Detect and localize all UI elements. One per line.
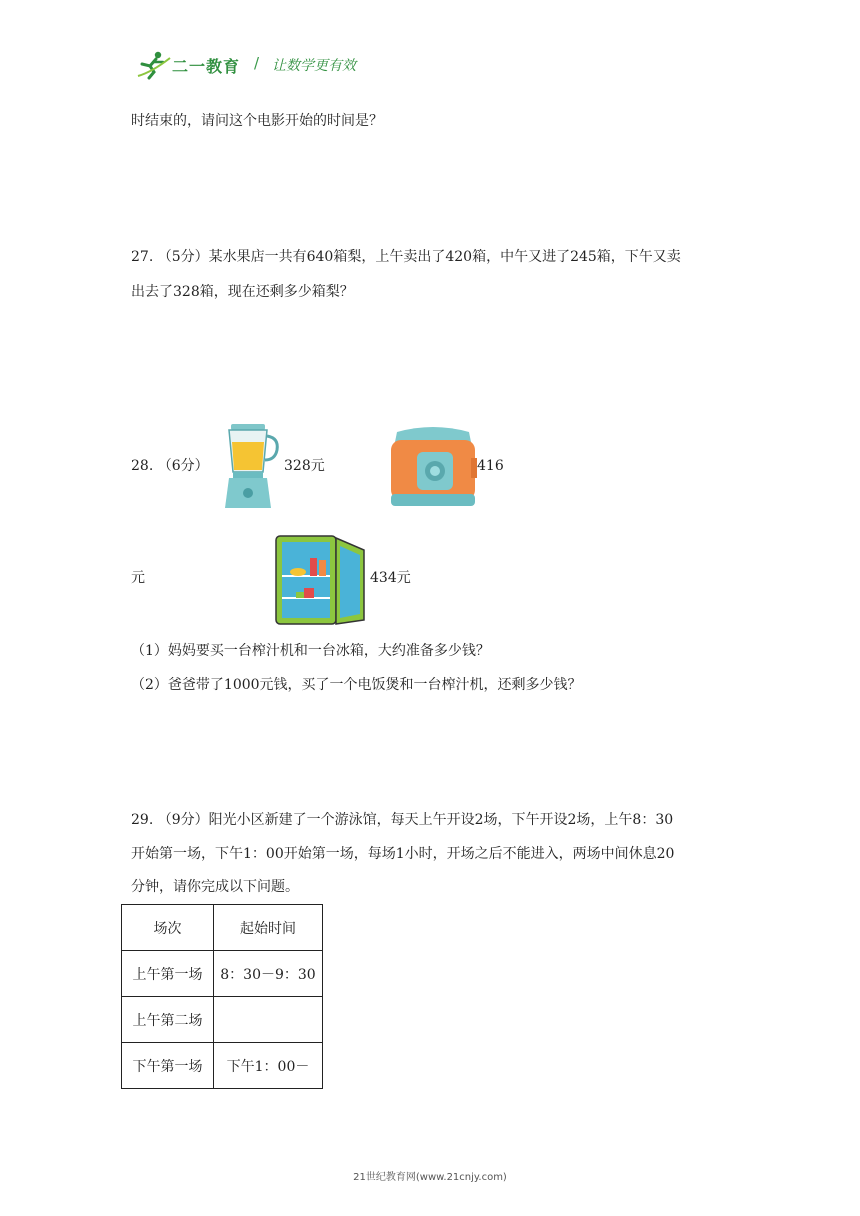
table-cell: 下午1：00－ <box>214 1043 323 1089</box>
table-cell: 下午第一场 <box>122 1043 214 1089</box>
question-28-prefix: 28. （6分） <box>131 458 209 474</box>
logo-divider: / <box>254 54 260 72</box>
question-26-tail: 时结束的，请问这个电影开始的时间是？ <box>131 113 383 129</box>
question-29-line-3: 分钟，请你完成以下问题。 <box>131 879 299 895</box>
rice-cooker-image <box>387 426 479 510</box>
table-cell: 8：30－9：30 <box>214 951 323 997</box>
table-cell-answer-blank <box>214 997 323 1043</box>
rice-cooker-price: 416 <box>477 458 504 474</box>
juicer-image <box>219 420 283 512</box>
table-header-row <box>122 905 323 951</box>
schedule-table <box>121 904 323 1089</box>
question-29-line-2: 开始第一场，下午1：00开始第一场，每场1小时，开场之后不能进入，两场中间休息20 <box>131 846 675 862</box>
table-header-time: 起始时间 <box>214 905 323 951</box>
runner-logo-icon <box>136 50 172 80</box>
question-28-sub-1: （1）妈妈要买一台榨汁机和一台冰箱，大约准备多少钱？ <box>131 643 490 659</box>
table-cell: 上午第一场 <box>122 951 214 997</box>
question-27-line-2: 出去了328箱，现在还剩多少箱梨？ <box>131 284 354 300</box>
table-row <box>122 1043 323 1089</box>
refrigerator-image <box>272 528 370 628</box>
juicer-price: 328元 <box>284 458 325 474</box>
brand-name: 二一教育 <box>172 57 241 76</box>
brand-slogan: 让数学更有效 <box>272 58 356 74</box>
table-row <box>122 997 323 1043</box>
table-row <box>122 951 323 997</box>
table-header-session: 场次 <box>122 905 214 951</box>
question-28-sub-2: （2）爸爸带了1000元钱，买了一个电饭煲和一台榨汁机，还剩多少钱？ <box>131 677 582 693</box>
table-cell: 上午第二场 <box>122 997 214 1043</box>
question-29-line-1: 29. （9分）阳光小区新建了一个游泳馆，每天上午开设2场，下午开设2场，上午8：30 <box>131 812 674 828</box>
header-logo <box>136 50 376 80</box>
question-27-line-1: 27. （5分）某水果店一共有640箱梨，上午卖出了420箱，中午又进了245箱，下午又卖 <box>131 249 681 265</box>
rice-cooker-price-unit: 元 <box>131 570 145 586</box>
refrigerator-price: 434元 <box>370 570 411 586</box>
page-footer: 21世纪教育网(www.21cnjy.com) <box>353 1172 507 1183</box>
